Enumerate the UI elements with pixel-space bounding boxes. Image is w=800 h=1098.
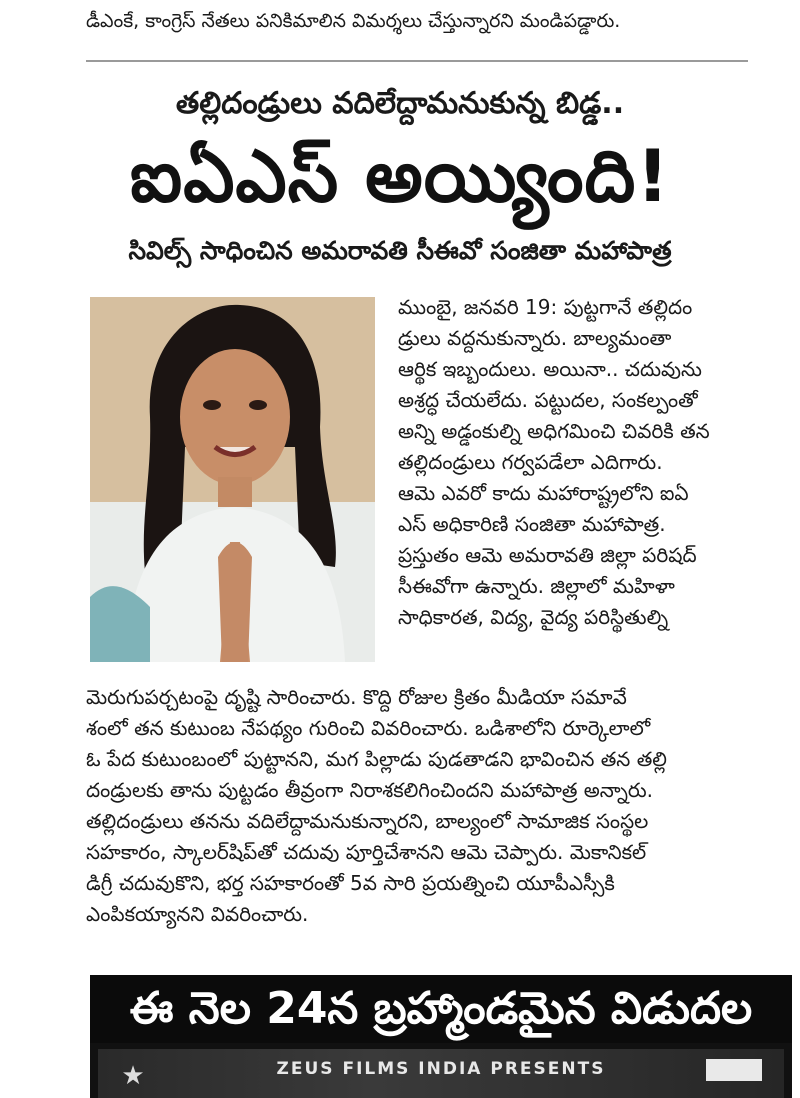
body-line: ఆర్థిక ఇబ్బందులు. అయినా.. చదువును xyxy=(398,357,702,381)
ad-banner xyxy=(98,1049,784,1098)
body-line: తల్లిదండ్రులు తనను వదిలేద్దామనుకున్నారని, బాల్యంలో సామాజిక సంస్థల xyxy=(86,809,649,833)
body-line: అన్ని అడ్డంకుల్ని అధిగమించి చివరికి తన xyxy=(398,419,710,443)
body-line: శంలో తన కుటుంబ నేపథ్యం గురించి వివరించారు. ఒడిశాలోని రూర్కెలాలో xyxy=(86,716,651,740)
body-line: ఎంపికయ్యానని వివరించారు. xyxy=(86,902,309,926)
portrait-photo xyxy=(90,297,375,662)
movie-advertisement xyxy=(90,975,792,1098)
ad-presents-text: ZEUS FILMS INDIA PRESENTS xyxy=(276,1059,606,1079)
ad-release-title: ఈ నెల 24న బ్రహ్మాండమైన విడుదల xyxy=(90,975,792,1043)
body-line: మెరుగుపర్చటంపై దృష్టి సారించారు. కొద్ది రోజుల క్రితం మీడియా సమావే xyxy=(86,685,627,709)
body-line: డిగ్రీ చదువుకొని, భర్త సహకారంతో 5వ సారి ప్రయత్నించి యూపీఎస్సీకి xyxy=(86,871,615,895)
portrait-illustration xyxy=(90,297,375,662)
body-line: సాధికారత, విద్య, వైద్య పరిస్థితుల్ని xyxy=(398,605,669,629)
ad-badge-logo xyxy=(706,1059,762,1081)
previous-article-last-line: డీఎంకే, కాంగ్రెస్ నేతలు పనికిమాలిన విమర్శలు చేస్తున్నారని మండిపడ్డారు. xyxy=(86,10,621,32)
body-line: ఓ పేద కుటుంబంలో పుట్టానని, మగ పిల్లాడు పుడతాడని భావించిన తన తల్లి xyxy=(86,747,667,771)
body-line: తల్లిదండ్రులు గర్వపడేలా ఎదిగారు. xyxy=(398,450,663,474)
body-line: డ్రులు వద్దనుకున్నారు. బాల్యమంతా xyxy=(398,326,672,350)
body-line: ఎస్ అధికారిణి సంజితా మహాపాత్ర. xyxy=(398,512,666,536)
body-line: అశ్రద్ధ చేయలేదు. పట్టుదల, సంకల్పంతో xyxy=(398,388,698,412)
body-line: దండ్రులకు తాను పుట్టడం తీవ్రంగా నిరాశకలిగించిందని మహాపాత్ర అన్నారు. xyxy=(86,778,654,802)
article-headline: ఐఏఎస్ అయ్యింది! xyxy=(129,134,671,218)
body-line: ముంబై, జనవరి 19: పుట్టగానే తల్లిదం xyxy=(398,295,693,319)
body-line: సహకారం, స్కాలర్‌షిప్‌తో చదువు పూర్తిచేశానని ఆమె చెప్పారు. మెకానికల్ xyxy=(86,840,647,864)
body-line: ప్రస్తుతం ఆమె అమరావతి జిల్లా పరిషద్ xyxy=(398,543,697,567)
article-subhead: సివిల్స్ సాధించిన అమరావతి సీఈవో సంజితా మహాపాత్ర xyxy=(128,236,672,265)
article-kicker: తల్లిదండ్రులు వదిలేద్దామనుకున్న బిడ్డ.. xyxy=(175,86,625,121)
body-line: సీఈవోగా ఉన్నారు. జిల్లాలో మహిళా xyxy=(398,574,675,598)
article-body-full-width xyxy=(86,682,750,930)
star-logo-icon: ★ xyxy=(121,1061,145,1091)
body-line: ఆమె ఎవరో కాదు మహారాష్ట్రలోని ఐఏ xyxy=(398,481,689,505)
article-body-column xyxy=(398,292,750,633)
section-divider xyxy=(86,60,748,62)
